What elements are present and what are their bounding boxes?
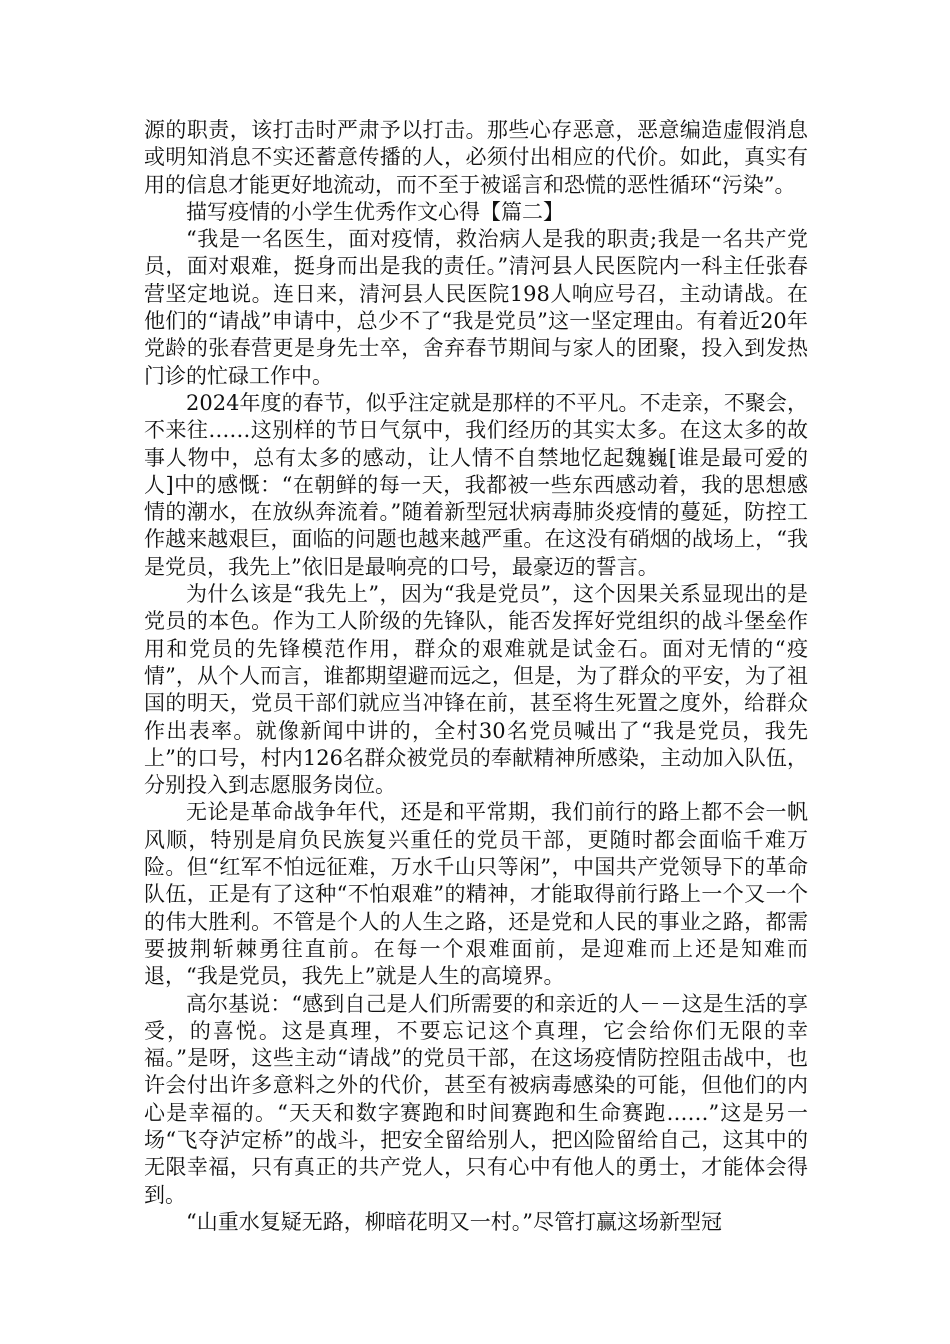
section-heading: 描写疫情的小学生优秀作文心得【篇二】 <box>186 199 564 224</box>
paragraph-1: “我是一名医生，面对疫情，救治病人是我的职责;我是一名共产党员，面对艰难，挺身而出是我的责任。”清河县人民医院内一科主任张春营坚定地说。连日来，清河县人民医院198人响应号召，主动请战。在他们的“请战”申请中，总少不了“我是党员”这一坚定理由。有着近20年党龄的张春营更是身先士卒，舍弃春节期间与家人的团聚，投入到发热门诊的忙碌工作中。 <box>144 227 808 388</box>
paragraph-5: 高尔基说：“感到自己是人们所需要的和亲近的人－－这是生活的享受，的喜悦。这是真理，不要忘记这个真理，它会给你们无限的幸福。”是呀，这些主动“请战”的党员干部，在这场疫情防控阻击战中，也许会付出许多意料之外的代价，甚至有被病毒感染的可能，但他们的内心是幸福的。“天天和数字赛跑和时间赛跑和生命赛跑……”这是另一场“飞夺泸定桥”的战斗，把安全留给别人，把凶险留给自己，这其中的无限幸福，只有真正的共产党人，只有心中有他人的勇士，才能体会得到。 <box>144 991 808 1207</box>
paragraph-2: 2024年度的春节，似乎注定就是那样的不平凡。不走亲，不聚会，不来往……这别样的节日气氛中，我们经历的其实太多。在这太多的故事人物中，总有太多的感动，让人情不自禁地忆起魏巍[谁是最可爱的人]中的感慨：“在朝鲜的每一天，我都被一些东西感动着，我的思想感情的潮水，在放纵奔流着。”随着新型冠状病毒肺炎疫情的蔓延，防控工作越来越艰巨，面临的问题也越来越严重。在这没有硝烟的战场上，“我是党员，我先上”依旧是最响亮的口号，最豪迈的誓言。 <box>144 390 808 579</box>
paragraph-continuation: 源的职责，该打击时严肃予以打击。那些心存恶意，恶意编造虚假消息或明知消息不实还蓄意传播的人，必须付出相应的代价。如此，真实有用的信息才能更好地流动，而不至于被谣言和恐慌的恶性循环“污染”。 <box>144 118 808 197</box>
paragraph-6: “山重水复疑无路，柳暗花明又一村。”尽管打赢这场新型冠 <box>186 1209 722 1234</box>
document-body <box>144 117 808 1236</box>
paragraph-3: 为什么该是“我先上”，因为“我是党员”，这个因果关系显现出的是党员的本色。作为工人阶级的先锋队，能否发挥好党组织的战斗堡垒作用和党员的先锋模范作用，群众的艰难就是试金石。面对无情的“疫情”，从个人而言，谁都期望避而远之，但是，为了群众的平安，为了祖国的明天，党员干部们就应当冲锋在前，甚至将生死置之度外，给群众作出表率。就像新闻中讲的，全村30名党员喊出了“我是党员，我先上”的口号，村内126名群众被党员的奉献精神所感染，主动加入队伍，分别投入到志愿服务岗位。 <box>144 582 808 798</box>
paragraph-4: 无论是革命战争年代，还是和平常期，我们前行的路上都不会一帆风顺，特别是肩负民族复兴重任的党员干部，更随时都会面临千难万险。但“红军不怕远征难，万水千山只等闲”，中国共产党领导下的革命队伍，正是有了这种“不怕艰难”的精神，才能取得前行路上一个又一个的伟大胜利。不管是个人的人生之路，还是党和人民的事业之路，都需要披荆斩棘勇往直前。在每一个艰难面前，是迎难而上还是知难而退，“我是党员，我先上”就是人生的高境界。 <box>144 800 808 989</box>
